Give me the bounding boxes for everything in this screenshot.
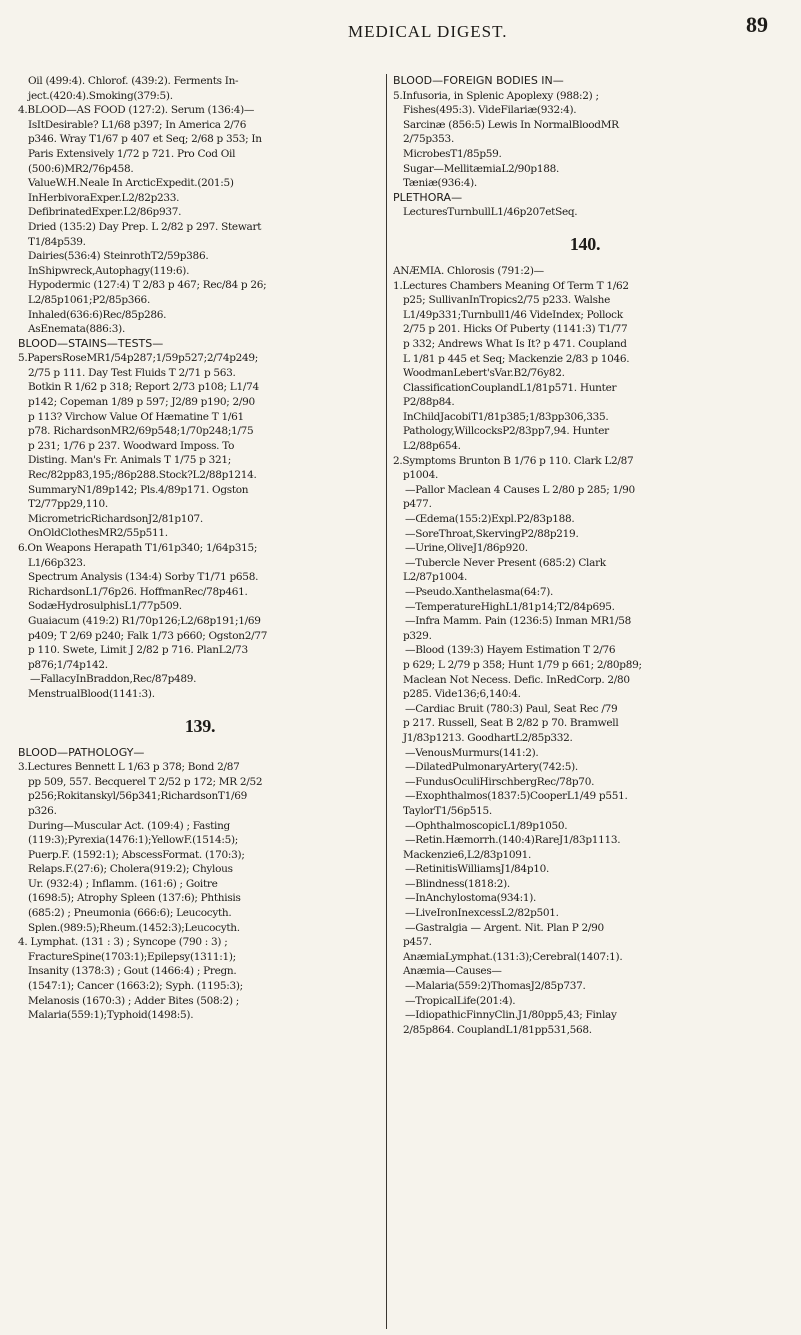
index-entry-line: —Exophthalmos(1837:5)CooperL1/49 p551. bbox=[405, 790, 628, 803]
index-entry-line: Rec/82pp83,195;/86p288.Stock?L2/88p1214. bbox=[28, 469, 257, 482]
index-entry-line: L2/88p654. bbox=[403, 440, 461, 453]
index-entry-line: During—Muscular Act. (109:4) ; Fasting bbox=[28, 819, 230, 832]
index-entry-line: TaylorT1/56p515. bbox=[403, 804, 492, 817]
index-entry-line: —TropicalLife(201:4). bbox=[405, 994, 516, 1007]
left-bottom-entries bbox=[18, 746, 382, 1023]
index-entry-line: BLOOD—FOREIGN BODIES IN— bbox=[393, 74, 564, 87]
index-entry-line: SodæHydrosulphisL1/77p509. bbox=[28, 600, 182, 613]
index-entry-line: Anæmia—Causes— bbox=[403, 965, 502, 978]
index-entry-line: LecturesTurnbullL1/46p207etSeq. bbox=[403, 206, 578, 219]
index-entry-line: p329. bbox=[403, 629, 432, 642]
left-column bbox=[18, 74, 387, 1329]
index-entry-line: MenstrualBlood(1141:3). bbox=[28, 687, 155, 700]
index-entry-line: —Tubercle Never Present (685:2) Clark bbox=[405, 556, 606, 569]
index-entry-line: —Infra Mamm. Pain (1236:5) Inman MR1/58 bbox=[405, 615, 632, 628]
index-entry-line: —Retin.Hæmorrh.(140:4)RareJ1/83p1113. bbox=[405, 834, 621, 847]
index-entry-line: p 332; Andrews What Is It? p 471. Coupland bbox=[403, 337, 627, 350]
index-entry-line: InChildJacobiT1/81p385;1/83pp306,335. bbox=[403, 410, 609, 423]
index-entry-line: Inhaled(636:6)Rec/85p286. bbox=[28, 308, 167, 321]
index-entry-line: p285. Vide136;6,140:4. bbox=[403, 688, 521, 701]
index-entry-line: Tæniæ(936:4). bbox=[403, 177, 477, 190]
index-entry-line: —Œdema(155:2)Expl.P2/83p188. bbox=[405, 513, 575, 526]
index-entry-line: —FallacyInBraddon,Rec/87p489. bbox=[30, 673, 197, 686]
index-entry-line: 1.Lectures Chambers Meaning Of Term T 1/62 bbox=[393, 279, 629, 292]
index-entry-line: DefibrinatedExper.L2/86p937. bbox=[28, 206, 182, 219]
index-entry-line: —Pseudo.Xanthelasma(64:7). bbox=[405, 586, 554, 598]
index-entry-line: P2/88p84. bbox=[403, 396, 455, 409]
index-entry-line: 4. Lymphat. (131 : 3) ; Syncope (790 : 3) ; bbox=[18, 936, 228, 949]
index-entry-line: AnæmiaLymphat.(131:3);Cerebral(1407:1). bbox=[403, 950, 623, 963]
index-entry-line: OnOldClothesMR2/55p511. bbox=[28, 527, 168, 540]
index-entry-line: —Pallor Maclean 4 Causes L 2/80 p 285; 1/90 bbox=[405, 483, 635, 496]
index-entry-line: ValueW.H.Neale In ArcticExpedit.(201:5) bbox=[28, 177, 234, 190]
index-entry-line: —TemperatureHighL1/81p14;T2/84p695. bbox=[405, 600, 615, 613]
index-entry-line: L2/87p1004. bbox=[403, 571, 468, 584]
right-column bbox=[393, 74, 777, 1037]
index-entry-line: —VenousMurmurs(141:2). bbox=[405, 746, 539, 759]
index-entry-line: 6.On Weapons Herapath T1/61p340; 1/64p315; bbox=[18, 542, 258, 554]
index-entry-line: p 231; 1/76 p 237. Woodward Imposs. To bbox=[28, 439, 235, 452]
index-entry-line: (685:2) ; Pneumonia (666:6); Leucocyth. bbox=[28, 907, 232, 920]
index-entry-line: ANÆMIA. Chlorosis (791:2)— bbox=[393, 264, 544, 277]
index-entry-line: (119:3);Pyrexia(1476:1);YellowF.(1514:5); bbox=[28, 834, 239, 847]
index-entry-line: —FundusOculiHirschbergRec/78p70. bbox=[405, 775, 595, 788]
index-entry-line: L2/85p1061;P2/85p366. bbox=[28, 293, 150, 306]
index-entry-line: RichardsonL1/76p26. HoffmanRec/78p461. bbox=[28, 585, 248, 598]
index-entry-line: Mackenzie6,L2/83p1091. bbox=[403, 848, 532, 861]
index-entry-line: T2/77pp29,110. bbox=[28, 498, 108, 511]
index-entry-line: ClassificationCouplandL1/81p571. Hunter bbox=[403, 381, 617, 394]
index-entry-line: Hypodermic (127:4) T 2/83 p 467; Rec/84 p 26; bbox=[28, 279, 267, 292]
index-entry-line: p 113? Virchow Value Of Hæmatine T 1/61 bbox=[28, 410, 244, 423]
index-entry-line: p457. bbox=[403, 936, 432, 949]
index-entry-line: —Urine,OliveJ1/86p920. bbox=[405, 542, 528, 555]
index-entry-line: (1547:1); Cancer (1663:2); Syph. (1195:3); bbox=[28, 980, 243, 993]
index-entry-line: Paris Extensively 1/72 p 721. Pro Cod Oil bbox=[28, 147, 236, 160]
index-entry-line: —RetinitisWilliamsJ1/84p10. bbox=[405, 863, 550, 876]
index-entry-line: WoodmanLebert'sVar.B2/76y82. bbox=[403, 367, 565, 380]
index-entry-line: p876;1/74p142. bbox=[28, 658, 108, 671]
index-entry-line: 4.BLOOD—AS FOOD (127:2). Serum (136:4)— bbox=[18, 104, 255, 117]
index-entry-line: Insanity (1378:3) ; Gout (1466:4) ; Pregn. bbox=[28, 965, 237, 978]
index-entry-line: SummaryN1/89p142; Pls.4/89p171. Ogston bbox=[28, 483, 249, 496]
index-entry-line: —IdiopathicFinnyClin.J1/80pp5,43; Finlay bbox=[405, 1009, 617, 1022]
index-entry-line: Sugar—MellitæmiaL2/90p188. bbox=[403, 162, 560, 175]
index-entry-line: ject.(420:4).Smoking(379:5). bbox=[28, 89, 173, 102]
index-entry-line: 2.Symptoms Brunton B 1/76 p 110. Clark L2/87 bbox=[393, 454, 634, 467]
index-entry-line: Spectrum Analysis (134:4) Sorby T1/71 p658. bbox=[28, 571, 259, 584]
section-number-139: 139. bbox=[184, 715, 216, 736]
page-number: 89 bbox=[746, 12, 768, 37]
index-entry-line: J1/83p1213. GoodhartL2/85p332. bbox=[403, 731, 573, 744]
index-entry-line: 5.PapersRoseMR1/54p287;1/59p527;2/74p249; bbox=[18, 352, 259, 365]
index-entry-line: Dairies(536:4) SteinrothT2/59p386. bbox=[28, 250, 209, 263]
index-entry-line: Maclean Not Necess. Defic. InRedCorp. 2/80 bbox=[403, 673, 630, 686]
index-entry-line: L 1/81 p 445 et Seq; Mackenzie 2/83 p 1046. bbox=[403, 352, 630, 365]
index-entry-line: p256;Rokitanskyl/56p341;RichardsonT1/69 bbox=[28, 790, 247, 803]
index-entry-line: (1698:5); Atrophy Spleen (137:6); Phthisis bbox=[28, 892, 241, 905]
index-entry-line: MicrobesT1/85p59. bbox=[403, 147, 502, 160]
index-entry-line: InHerbivoraExper.L2/82p233. bbox=[28, 191, 180, 204]
index-entry-line: p346. Wray T1/67 p 407 et Seq; 2/68 p 353; In bbox=[28, 133, 262, 146]
index-entry-line: p409; T 2/69 p240; Falk 1/73 p660; Ogston2/77 bbox=[28, 629, 268, 642]
index-entry-line: p1004. bbox=[403, 469, 438, 482]
index-entry-line: Melanosis (1670:3) ; Adder Bites (508:2) ; bbox=[28, 994, 240, 1007]
index-entry-line: p 217. Russell, Seat B 2/82 p 70. Bramwell bbox=[403, 717, 619, 730]
index-entry-line: —Malaria(559:2)ThomasJ2/85p737. bbox=[405, 980, 586, 993]
right-top-entries bbox=[393, 74, 777, 220]
index-entry-line: Sarcinæ (856:5) Lewis In NormalBloodMR bbox=[403, 118, 619, 131]
index-entry-line: Malaria(559:1);Typhoid(1498:5). bbox=[28, 1009, 194, 1022]
index-entry-line: —Blood (139:3) Hayem Estimation T 2/76 bbox=[405, 644, 616, 657]
index-entry-line: InShipwreck,Autophagy(119:6). bbox=[28, 264, 190, 277]
index-entry-line: IsItDesirable? L1/68 p397; In America 2/76 bbox=[28, 118, 247, 131]
index-entry-line: —SoreThroat,SkervingP2/88p219. bbox=[405, 527, 579, 540]
index-entry-line: FractureSpine(1703:1);Epilepsy(1311:1); bbox=[28, 950, 236, 963]
index-entry-line: Botkin R 1/62 p 318; Report 2/73 p108; L1/74 bbox=[28, 381, 259, 394]
index-entry-line: 3.Lectures Bennett L 1/63 p 378; Bond 2/87 bbox=[18, 761, 240, 774]
index-entry-line: BLOOD—PATHOLOGY— bbox=[18, 745, 145, 759]
index-entry-line: Ur. (932:4) ; Inflamm. (161:6) ; Goitre bbox=[28, 877, 218, 890]
index-entry-line: Splen.(989:5);Rheum.(1452:3);Leucocyth. bbox=[28, 921, 240, 934]
index-entry-line: p25; SullivanInTropics2/75 p233. Walshe bbox=[403, 294, 611, 307]
index-entry-line: Puerp.F. (1592:1); AbscessFormat. (170:3); bbox=[28, 848, 245, 861]
section-number-140: 140. bbox=[569, 233, 601, 254]
running-head: MEDICAL DIGEST. bbox=[348, 22, 508, 41]
index-entry-line: p326. bbox=[28, 804, 57, 817]
index-entry-line: PLETHORA— bbox=[393, 190, 463, 204]
index-entry-line: L1/66p323. bbox=[28, 556, 86, 569]
index-entry-line: Fishes(495:3). VideFilariæ(932:4). bbox=[403, 104, 577, 117]
index-entry-line: —LiveIronInexcessL2/82p501. bbox=[405, 907, 559, 920]
index-entry-line: AsEnemata(886:3). bbox=[28, 323, 125, 336]
index-entry-line: Pathology,WillcocksP2/83pp7,94. Hunter bbox=[403, 425, 609, 438]
index-entry-line: 2/75 p 111. Day Test Fluids T 2/71 p 563. bbox=[28, 366, 236, 379]
index-entry-line: BLOOD—STAINS—TESTS— bbox=[18, 336, 164, 350]
index-entry-line: Relaps.F.(27:6); Cholera(919:2); Chylous bbox=[28, 863, 233, 876]
left-top-entries bbox=[18, 74, 382, 702]
index-entry-line: L1/49p331;Turnbull1/46 VideIndex; Pollock bbox=[403, 308, 623, 321]
index-entry-line: T1/84p539. bbox=[28, 235, 86, 248]
index-entry-line: (500:6)MR2/76p458. bbox=[28, 162, 134, 175]
index-entry-line: 5.Infusoria, in Splenic Apoplexy (988:2) ; bbox=[393, 89, 599, 102]
index-entry-line: 2/85p864. CouplandL1/81pp531,568. bbox=[403, 1023, 592, 1036]
index-entry-line: Dried (135:2) Day Prep. L 2/82 p 297. Stewart bbox=[28, 220, 262, 233]
index-entry-line: p142; Copeman 1/89 p 597; J2/89 p190; 2/90 bbox=[28, 396, 255, 409]
index-entry-line: Guaiacum (419:2) R1/70p126;L2/68p191;1/69 bbox=[28, 614, 261, 627]
index-entry-line: Disting. Man's Fr. Animals T 1/75 p 321; bbox=[28, 454, 232, 467]
index-entry-line: —Cardiac Bruit (780:3) Paul, Seat Rec /79 bbox=[405, 702, 618, 715]
index-entry-line: —InAnchylostoma(934:1). bbox=[405, 892, 537, 905]
index-entry-line: p 629; L 2/79 p 358; Hunt 1/79 p 661; 2/80p89; bbox=[403, 658, 642, 671]
index-entry-line: MicrometricRichardsonJ2/81p107. bbox=[28, 512, 203, 525]
index-entry-line: 2/75p353. bbox=[403, 133, 454, 146]
index-entry-line: p78. RichardsonMR2/69p548;1/70p248;1/75 bbox=[28, 425, 254, 438]
index-entry-line: —OphthalmoscopicL1/89p1050. bbox=[405, 819, 568, 832]
index-entry-line: —Blindness(1818:2). bbox=[405, 877, 510, 890]
index-entry-line: 2/75 p 201. Hicks Of Puberty (1141:3) T1/77 bbox=[403, 323, 628, 336]
index-entry-line: Oil (499:4). Chlorof. (439:2). Ferments In- bbox=[28, 75, 239, 87]
index-entry-line: —Gastralgia — Argent. Nit. Plan P 2/90 bbox=[405, 921, 604, 934]
index-entry-line: —DilatedPulmonaryArtery(742:5). bbox=[405, 761, 578, 774]
index-entry-line: p 110. Swete, Limit J 2/82 p 716. PlanL2/73 bbox=[28, 644, 248, 657]
index-entry-line: p477. bbox=[403, 498, 432, 511]
index-entry-line: pp 509, 557. Becquerel T 2/52 p 172; MR 2/52 bbox=[28, 775, 263, 788]
page-header bbox=[0, 0, 801, 48]
right-bottom-entries bbox=[393, 264, 777, 1037]
